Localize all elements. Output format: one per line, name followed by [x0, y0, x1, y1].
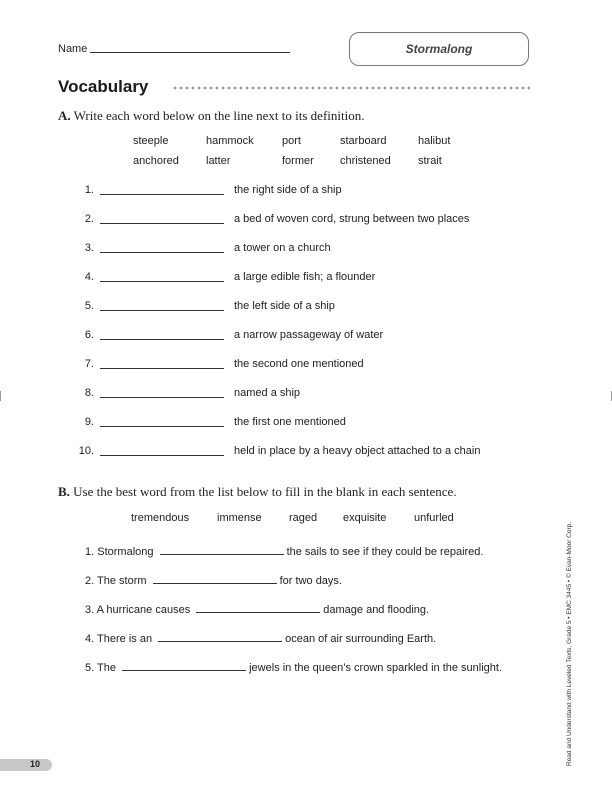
word-bank-word: anchored — [133, 155, 179, 167]
item-number: 3. — [84, 242, 94, 254]
dotted-rule — [172, 86, 530, 90]
definition-text: a tower on a church — [234, 242, 331, 254]
word-bank-word: former — [282, 155, 314, 167]
sentence-number: 1. — [85, 546, 95, 558]
item-number: 8. — [84, 387, 94, 399]
answer-line — [100, 223, 224, 224]
section-a-text: Write each word below on the line next to its definition. — [73, 108, 365, 123]
sentence-row — [85, 544, 483, 558]
page-number: 10 — [30, 759, 41, 769]
sentence-before: There is an — [97, 633, 153, 645]
sentence-blank — [153, 573, 277, 584]
definition-text: a bed of woven cord, strung between two places — [234, 213, 470, 225]
item-number: 2. — [84, 213, 94, 225]
sentence-blank — [160, 544, 284, 555]
sentence-after: jewels in the queen’s crown sparkled in the sunlight. — [249, 662, 503, 674]
item-number: 6. — [84, 329, 94, 341]
word-bank-word: hammock — [206, 135, 254, 147]
definition-text: the first one mentioned — [234, 416, 346, 428]
answer-line — [100, 455, 224, 456]
sentence-after: for two days. — [279, 575, 342, 587]
sentence-after: the sails to see if they could be repaired. — [286, 546, 484, 558]
answer-line — [100, 397, 224, 398]
item-number: 4. — [84, 271, 94, 283]
sentence-blank — [122, 660, 246, 671]
sentence-number: 5. — [85, 662, 95, 674]
word-bank-word: steeple — [133, 135, 169, 147]
page-title: Vocabulary — [58, 77, 149, 96]
story-title-box — [349, 32, 529, 66]
sentence-before: The — [97, 662, 117, 674]
section-a-letter: A. — [58, 108, 71, 123]
item-number: 5. — [84, 300, 94, 312]
word-bank-word: unfurled — [414, 512, 454, 524]
section-a-instruction — [58, 108, 364, 124]
page-number-tab — [0, 759, 52, 771]
answer-line — [100, 310, 224, 311]
margin-tick-left — [0, 391, 1, 401]
answer-line — [100, 252, 224, 253]
item-number: 10. — [78, 445, 94, 457]
item-number: 1. — [84, 184, 94, 196]
section-b-instruction — [58, 484, 457, 500]
sentence-after: damage and flooding. — [323, 604, 430, 616]
name-label: Name — [58, 43, 88, 55]
word-bank-word: immense — [217, 512, 262, 524]
word-bank-word: port — [282, 135, 301, 147]
answer-line — [100, 368, 224, 369]
sentence-blank — [196, 602, 320, 613]
definition-text: the second one mentioned — [234, 358, 364, 370]
answer-line — [100, 194, 224, 195]
word-bank-word: raged — [289, 512, 318, 524]
sentence-row — [85, 660, 502, 674]
item-number: 7. — [84, 358, 94, 370]
sentence-before: Stormalong — [97, 546, 154, 558]
story-title: Stormalong — [405, 42, 473, 56]
sentence-number: 2. — [85, 575, 95, 587]
side-credit: Read and Understand with Leveled Texts, Grade 5 • EMC 3445 • © Evan-Moor Corp. — [566, 521, 573, 766]
word-bank-word: tremendous — [131, 512, 190, 524]
word-bank-word: christened — [340, 155, 391, 167]
definition-text: the right side of a ship — [234, 184, 342, 196]
definition-text: the left side of a ship — [234, 300, 335, 312]
sentence-after: ocean of air surrounding Earth. — [285, 633, 437, 645]
answer-line — [100, 339, 224, 340]
sentence-number: 4. — [85, 633, 95, 645]
sentence-row — [85, 631, 436, 645]
definition-text: a narrow passageway of water — [234, 329, 384, 341]
name-line — [90, 52, 290, 53]
word-bank-word: strait — [418, 155, 442, 167]
word-bank-word: halibut — [418, 135, 451, 147]
word-bank-word: latter — [206, 155, 231, 167]
sentence-row — [85, 573, 342, 587]
item-number: 9. — [84, 416, 94, 428]
word-bank-word: starboard — [340, 135, 387, 147]
word-bank-word: exquisite — [343, 512, 387, 524]
definition-text: a large edible fish; a flounder — [234, 271, 376, 283]
definition-text: named a ship — [234, 387, 301, 399]
section-b-text: Use the best word from the list below to fill in the blank in each sentence. — [73, 484, 457, 499]
sentence-blank — [158, 631, 282, 642]
sentence-row — [85, 602, 429, 616]
section-b-letter: B. — [58, 484, 70, 499]
sentence-number: 3. — [85, 604, 95, 616]
answer-line — [100, 426, 224, 427]
answer-line — [100, 281, 224, 282]
definition-text: held in place by a heavy object attached to a chain — [234, 445, 481, 457]
sentence-before: A hurricane causes — [96, 604, 191, 616]
sentence-before: The storm — [97, 575, 147, 587]
